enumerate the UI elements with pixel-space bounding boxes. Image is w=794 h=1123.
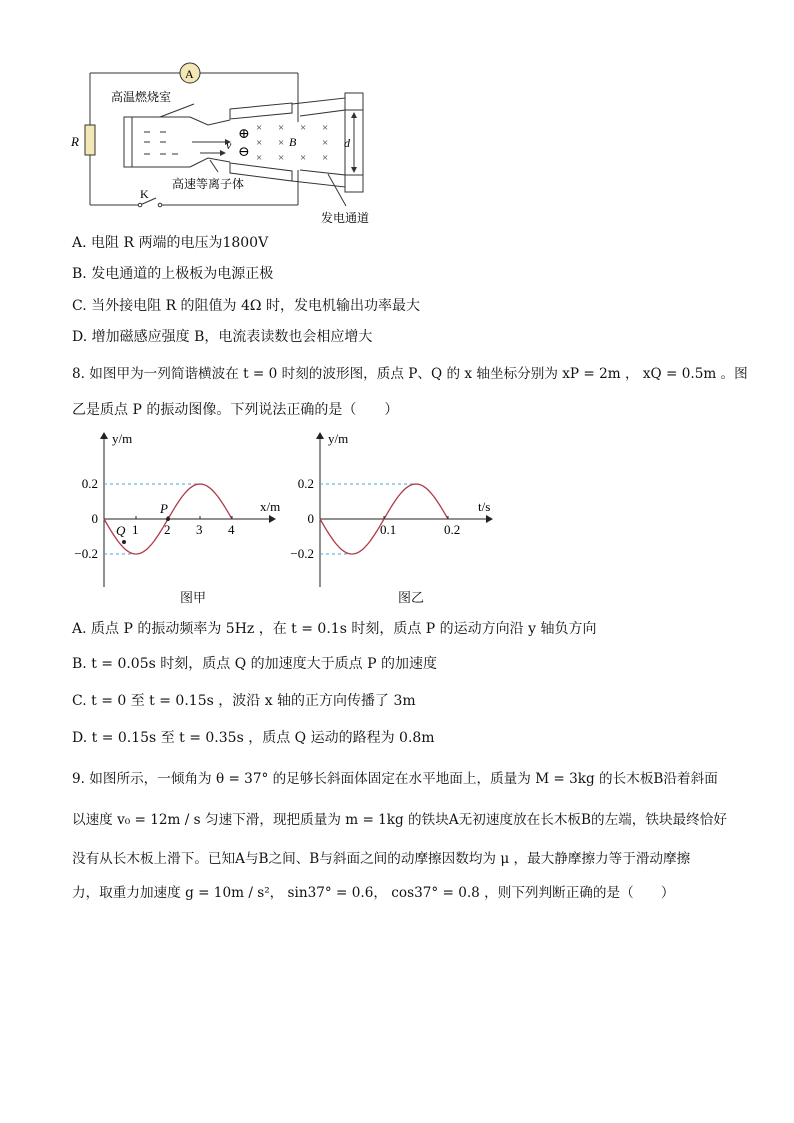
q8-stem-line-1: 8. 如图甲为一列简谐横波在 t = 0 时刻的波形图，质点 P、Q 的 x 轴坐标分别为 xP = 2m ， xQ = 0.5m 。图 [72,366,748,382]
q9-line-2: 以速度 v₀ = 12m / s 匀速下滑，现把质量为 m = 1kg 的铁块A无初速度放在长木板B的左端，铁块最终恰好 [72,812,727,828]
svg-text:×: × [322,152,329,164]
x-axis-label: x/m [260,499,281,514]
q7-option-d: D. 增加磁感应强度 B，电流表读数也会相应增大 [72,329,373,345]
y-tick-label: 0.2 [81,476,98,491]
point-q-label: Q [116,523,126,538]
y-tick-label: 0 [307,511,314,526]
mhd-generator-figure [60,60,380,230]
plus-sign: ⊕ [238,127,250,142]
q8-option-b: B. t = 0.05s 时刻，质点 Q 的加速度大于质点 P 的加速度 [72,656,437,672]
minus-sign: ⊖ [238,145,250,160]
combustion-chamber [124,117,190,167]
svg-text:×: × [256,122,263,134]
y-tick-label: −0.2 [290,546,314,561]
svg-text:×: × [322,122,329,134]
x-tick-label: 2 [164,522,171,537]
q8-option-c: C. t = 0 至 t = 0.15s ，波沿 x 轴的正方向传播了 3m [72,693,416,709]
y-axis-label: y/m [328,431,349,446]
q8-option-a: A. 质点 P 的振动频率为 5Hz ，在 t = 0.1s 时刻，质点 P 的运动方向沿 y 轴负方向 [72,621,597,637]
chamber-label: 高温燃烧室 [111,90,172,104]
q8-stem-line-2: 乙是质点 P 的振动图像。下列说法正确的是（ ） [72,402,399,418]
q9-line-4: 力，取重力加速度 g = 10m / s²， sin37° = 0.6， cos37° = 0.8 ，则下列判断正确的是（ ） [72,885,675,901]
svg-text:×: × [278,137,285,149]
point-p-dot [166,517,170,521]
y-tick-label: 0 [91,511,98,526]
x-tick-label: 0.1 [380,522,397,537]
q9-line-3: 没有从长木板上滑下。已知A与B之间、B与斜面之间的动摩擦因数均为 μ ，最大静摩擦力等于滑动摩擦 [72,851,691,867]
t-axis-label: t/s [478,499,491,514]
q7-option-a: A. 电阻 R 两端的电压为1800V [72,235,269,251]
q9-line-1: 9. 如图所示，一倾角为 θ = 37° 的足够长斜面体固定在水平地面上，质量为 M = 3kg 的长木板B沿着斜面 [72,771,718,787]
y-axis-label: y/m [112,431,133,446]
plasma-label: 高速等离子体 [172,177,245,191]
velocity-label: v [226,138,232,152]
svg-text:×: × [256,152,263,164]
x-tick-label: 0.2 [444,522,461,537]
upper-plate [230,103,292,119]
svg-text:×: × [300,152,307,164]
y-tick-label: −0.2 [74,546,98,561]
q7-option-c: C. 当外接电阻 R 的阻值为 4Ω 时，发电机输出功率最大 [72,298,420,314]
x-tick-label: 1 [132,522,139,537]
q8-option-d: D. t = 0.15s 至 t = 0.35s ，质点 Q 运动的路程为 0.8m [72,730,435,746]
gap-label: d [344,136,350,150]
svg-text:×: × [322,137,329,149]
channel-label: 发电通道 [321,211,370,225]
x-tick-label: 3 [196,522,203,537]
x-tick-label: 4 [228,522,235,537]
wave-graph-a [60,425,290,610]
point-q-dot [122,540,126,544]
point-p-label: P [160,501,168,516]
resistor [85,125,95,155]
switch-label: K [140,187,149,201]
vibration-graph-b [280,425,510,610]
svg-text:×: × [256,137,263,149]
y-tick-label: 0.2 [297,476,314,491]
ammeter-label: A [185,67,194,81]
graph-a-caption: 图甲 [180,591,207,606]
svg-text:×: × [278,122,285,134]
resistor-label: R [71,134,79,149]
field-label: B [289,135,297,149]
graph-b-caption: 图乙 [398,591,425,606]
svg-text:×: × [278,152,285,164]
q7-option-b: B. 发电通道的上极板为电源正极 [72,266,274,282]
svg-text:×: × [300,122,307,134]
